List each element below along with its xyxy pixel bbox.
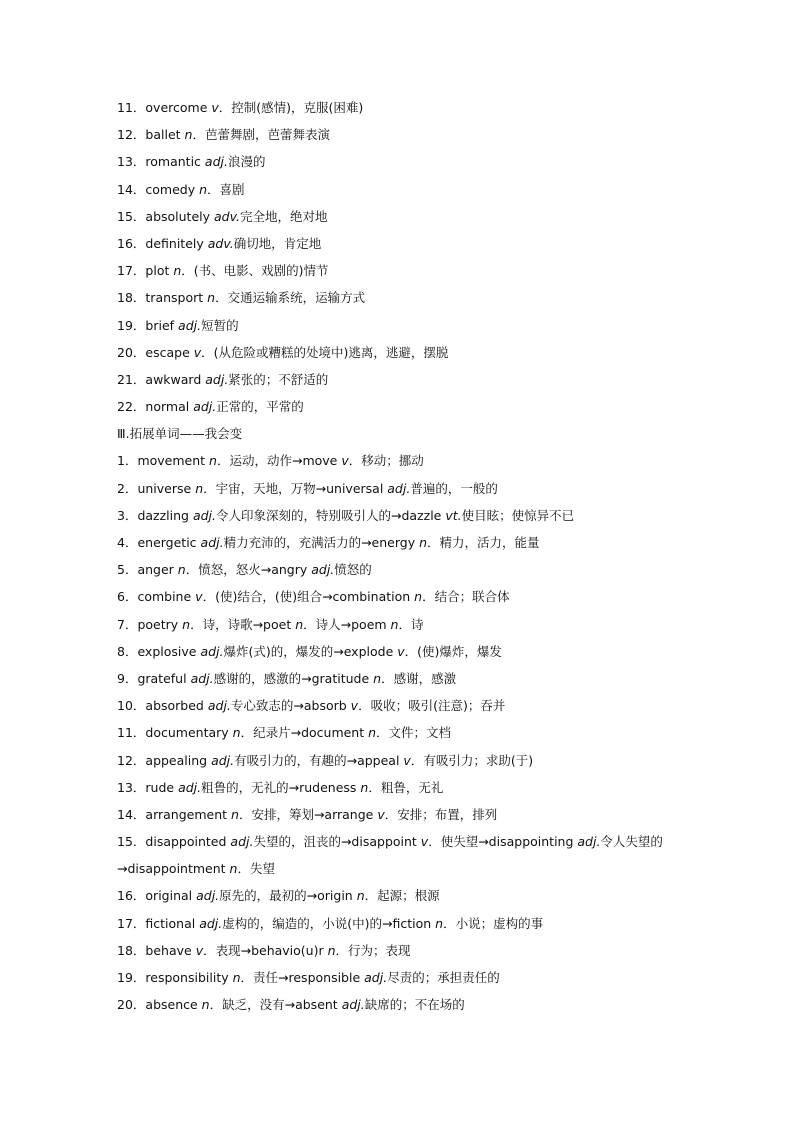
entry-text: 14．comedy	[117, 181, 200, 197]
part-of-speech: vt.	[445, 507, 462, 523]
vocab-entry	[117, 176, 717, 203]
entry-text: 正常的，平常的	[216, 399, 304, 415]
entry-text: ．愤怒，怒火→angry	[185, 562, 312, 578]
vocab-entry	[117, 828, 717, 855]
part-of-speech: v	[350, 698, 359, 714]
entry-text: 短暂的	[201, 317, 239, 333]
entry-text: ．(使)爆炸，爆发	[404, 643, 502, 659]
entry-text: 确切地，肯定地	[233, 235, 322, 251]
vocab-entry	[117, 121, 717, 148]
entry-text: 原先的，最初的→origin	[219, 888, 357, 904]
part-of-speech: adj.	[200, 643, 224, 659]
entry-text: ．粗鲁，无礼	[368, 779, 444, 795]
entry-text: 3．dazzling	[117, 507, 193, 523]
part-of-speech: adj.	[178, 317, 202, 333]
vocab-entry	[117, 475, 717, 502]
entry-text: 13．rude	[117, 779, 179, 795]
entry-text: Ⅲ.拓展单词——我会变	[117, 426, 243, 442]
entry-text: ．有吸引力；求助(于)	[410, 752, 534, 768]
part-of-speech: adj.	[199, 915, 223, 931]
entry-text: ．小说；虚构的事	[443, 915, 544, 931]
part-of-speech: v	[211, 100, 219, 115]
part-of-speech: adj.	[230, 834, 254, 850]
vocab-entry	[117, 447, 717, 474]
part-of-speech: n	[184, 127, 193, 143]
entry-text: 15．disappointed	[117, 834, 231, 850]
entry-text: 令人失望的	[600, 834, 663, 850]
part-of-speech: adv.	[207, 235, 234, 251]
entry-text: 12．appealing	[117, 752, 212, 768]
entry-text: ．喜剧	[207, 181, 245, 197]
entry-text: 16．definitely	[117, 235, 208, 251]
part-of-speech: adj.	[207, 698, 231, 714]
part-of-speech: adv.	[214, 208, 240, 224]
entry-text: 普遍的，一般的	[410, 480, 498, 496]
entry-text: 8．explosive	[117, 643, 201, 659]
entry-text: 20．absence	[117, 997, 202, 1013]
entry-text: ．控制(感情)，克服(困难)	[218, 100, 364, 115]
part-of-speech: n	[419, 535, 428, 550]
entry-text: 2．universe	[117, 480, 196, 496]
entry-text: 22．normal	[117, 399, 194, 415]
part-of-speech: adj.	[196, 888, 220, 904]
part-of-speech: adj.	[193, 399, 217, 415]
entry-text: 感谢的，感激的→gratitude	[213, 670, 374, 686]
entry-text: 有吸引力的，有趣的→appeal	[234, 752, 404, 768]
entry-text: →disappointment	[117, 861, 230, 877]
entry-text: 15．absolutely	[117, 208, 214, 224]
vocab-entry	[117, 719, 717, 746]
part-of-speech: v	[193, 344, 202, 360]
entry-text: ．表现→behavio(u)r	[203, 942, 328, 958]
part-of-speech: adj.	[200, 535, 224, 550]
entry-text: 19．brief	[117, 317, 179, 333]
part-of-speech: v	[341, 453, 349, 469]
part-of-speech: n	[232, 970, 241, 985]
entry-text: 18．behave	[117, 942, 196, 958]
entry-text: ．(使)结合，(使)组合→combination	[202, 589, 415, 605]
part-of-speech: adj.	[190, 670, 214, 686]
part-of-speech: adj.	[364, 970, 388, 985]
entry-text: 9．grateful	[117, 670, 191, 686]
entry-text: 6．combine	[117, 589, 196, 605]
entry-text: ．(从危险或糟糕的处境中)逃离，逃避，摆脱	[201, 344, 449, 360]
part-of-speech: n	[201, 997, 210, 1013]
vocab-entry	[117, 611, 717, 638]
part-of-speech: adj.	[204, 154, 228, 170]
vocab-entry	[117, 964, 717, 991]
entry-text: 11．overcome	[117, 100, 212, 115]
vocab-entry	[117, 339, 717, 366]
entry-text: 13．romantic	[117, 154, 205, 170]
entry-text: 专心致志的→absorb	[230, 698, 351, 714]
vocab-entry	[117, 991, 717, 1018]
entry-text: 完全地，绝对地	[239, 208, 328, 224]
entry-text: 21．awkward	[117, 371, 206, 387]
entry-text: ．失望	[237, 861, 275, 877]
entry-text: 粗鲁的，无礼的→rudeness	[201, 779, 361, 795]
entry-text: ．移动；挪动	[348, 453, 424, 469]
entry-text: ．安排，筹划→arrange	[238, 806, 378, 822]
entry-text: ．结合；联合体	[422, 589, 510, 605]
entry-text: 12．ballet	[117, 127, 185, 143]
vocab-entry	[117, 203, 717, 230]
part-of-speech: v	[420, 834, 429, 850]
vocab-entry	[117, 801, 717, 828]
entry-text: 17．plot	[117, 263, 174, 279]
part-of-speech: n	[390, 616, 399, 632]
part-of-speech: adj.	[211, 752, 235, 768]
part-of-speech: v	[403, 752, 411, 768]
vocab-entry	[117, 230, 717, 257]
entry-text: ．诗	[398, 616, 424, 632]
vocab-entry	[117, 774, 717, 801]
entry-text: ．安排；布置，排列	[384, 806, 498, 822]
part-of-speech: v	[195, 942, 204, 958]
entry-text: ．吸收；吸引(注意)；吞并	[358, 698, 506, 714]
vocab-entry	[117, 583, 717, 610]
entry-text: ．行为；表现	[335, 942, 411, 958]
part-of-speech: adj.	[577, 834, 601, 850]
part-of-speech: adj.	[178, 779, 202, 795]
entry-text: 4．energetic	[117, 535, 201, 550]
entry-text: ．运动，动作→move	[216, 453, 342, 469]
part-of-speech: n	[199, 181, 208, 197]
entry-text: 紧张的；不舒适的	[228, 371, 329, 387]
part-of-speech: n	[360, 779, 369, 795]
vocab-entry	[117, 529, 717, 556]
entry-text: ．责任→responsible	[240, 970, 365, 985]
vocab-entry	[117, 665, 717, 692]
vocab-entry	[117, 148, 717, 175]
part-of-speech: n	[182, 616, 191, 632]
vocab-entry	[117, 638, 717, 665]
entry-text: 浪漫的	[227, 154, 266, 170]
entry-text: 10．absorbed	[117, 698, 208, 714]
part-of-speech: n	[373, 670, 382, 686]
vocab-entry	[117, 882, 717, 909]
entry-text: ．起源；根源	[364, 888, 440, 904]
entry-text: 20．escape	[117, 344, 194, 360]
entry-text: ．(书、电影、戏剧的)情节	[181, 263, 329, 279]
part-of-speech: n	[435, 915, 444, 931]
part-of-speech: n	[195, 480, 204, 496]
entry-text: 17．fictional	[117, 915, 200, 931]
entry-text: ．感谢，感激	[381, 670, 457, 686]
entry-text: 虚构的，编造的，小说(中)的→fiction	[222, 915, 436, 931]
entry-text: 11．documentary	[117, 725, 233, 741]
vocab-entry	[117, 910, 717, 937]
part-of-speech: n	[229, 861, 238, 877]
part-of-speech: n	[177, 562, 186, 578]
part-of-speech: n	[414, 589, 423, 605]
entry-text: 爆炸(式)的，爆发的→explode	[223, 643, 398, 659]
vocab-entry	[117, 855, 717, 882]
entry-text: ．文件；文档	[376, 725, 452, 741]
part-of-speech: v	[195, 589, 203, 605]
section-heading	[117, 420, 717, 447]
entry-text: ．诗，诗歌→poet	[190, 616, 296, 632]
entry-text: ．缺乏，没有→absent	[209, 997, 342, 1013]
part-of-speech: adj.	[192, 507, 216, 523]
part-of-speech: n	[232, 725, 241, 741]
part-of-speech: n	[295, 616, 304, 632]
entry-text: 失望的，沮丧的→disappoint	[253, 834, 421, 850]
part-of-speech: n	[327, 942, 336, 958]
entry-text: 使目眩；使惊异不已	[461, 507, 575, 523]
vocab-entry	[117, 747, 717, 774]
vocab-entry	[117, 257, 717, 284]
entry-text: 尽责的；承担责任的	[387, 970, 500, 985]
part-of-speech: n	[207, 290, 216, 306]
part-of-speech: adj.	[311, 562, 335, 578]
part-of-speech: n	[368, 725, 377, 741]
vocab-entry	[117, 393, 717, 420]
part-of-speech: v	[397, 643, 405, 659]
entry-text: 5．anger	[117, 562, 178, 578]
entry-text: 16．original	[117, 888, 197, 904]
entry-text: 18．transport	[117, 290, 208, 306]
part-of-speech: adj.	[387, 480, 411, 496]
part-of-speech: n	[173, 263, 182, 279]
entry-text: 缺席的；不在场的	[364, 997, 465, 1013]
entry-text: ．宇宙，天地，万物→universal	[203, 480, 388, 496]
part-of-speech: n	[209, 453, 217, 469]
vocab-entry	[117, 366, 717, 393]
entry-text: ．芭蕾舞剧，芭蕾舞表演	[192, 127, 330, 143]
entry-text: ．诗人→poem	[303, 616, 391, 632]
entry-text: ．交通运输系统，运输方式	[215, 290, 366, 306]
entry-text: 14．arrangement	[117, 806, 231, 822]
entry-text: 愤怒的	[334, 562, 372, 578]
entry-text: 1．movement	[117, 453, 210, 469]
entry-text: 7．poetry	[117, 616, 183, 632]
entry-text: ．纪录片→document	[240, 725, 369, 741]
vocab-entry	[117, 502, 717, 529]
part-of-speech: adj.	[205, 371, 229, 387]
vocabulary-list	[117, 94, 717, 1018]
vocab-entry	[117, 556, 717, 583]
entry-text: 令人印象深刻的，特别吸引人的→dazzle	[216, 507, 446, 523]
entry-text: 19．responsibility	[117, 970, 233, 985]
vocab-entry	[117, 937, 717, 964]
entry-text: 精力充沛的，充满活力的→energy	[223, 535, 420, 550]
part-of-speech: v	[377, 806, 385, 822]
vocab-entry	[117, 94, 717, 121]
part-of-speech: n	[231, 806, 239, 822]
part-of-speech: n	[356, 888, 365, 904]
part-of-speech: adj.	[341, 997, 365, 1013]
vocab-entry	[117, 692, 717, 719]
vocab-entry	[117, 312, 717, 339]
entry-text: ．精力，活力，能量	[427, 535, 540, 550]
vocab-entry	[117, 284, 717, 311]
entry-text: ．使失望→disappointing	[428, 834, 578, 850]
